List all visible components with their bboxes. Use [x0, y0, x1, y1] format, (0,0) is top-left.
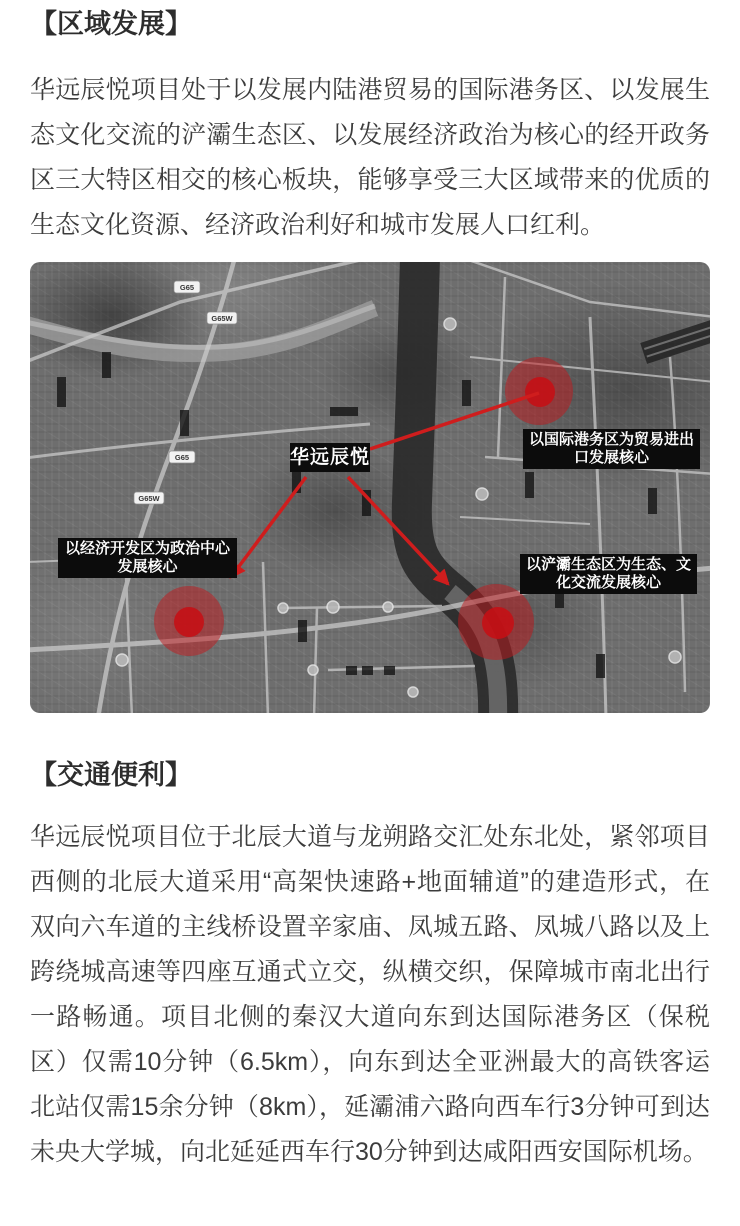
highlight-circle-international-port	[505, 357, 573, 425]
project-name-label: 华远辰悦	[290, 443, 370, 472]
connector-line-to-economic-zone	[231, 477, 306, 577]
svg-text:G65: G65	[179, 283, 195, 292]
road-network	[30, 262, 710, 713]
svg-text:G65: G65	[174, 453, 190, 462]
label-line: 以国际港务区为贸易进出	[528, 431, 694, 448]
light-river-topleft	[30, 306, 375, 354]
label-line: 口发展核心	[573, 449, 649, 466]
label-line: 化交流发展核心	[555, 574, 661, 591]
road-shield-g65-mid	[169, 451, 195, 463]
region-paragraph: 华远辰悦项目处于以发展内陆港贸易的国际港务区、以发展生态文化交流的浐灞生态区、以发展经济政治为核心的经开政务区三大特区相交的核心板块，能够享受三大区域带来的优质的生态文化资源、经济政治利好和城市发展人口红利。	[30, 76, 710, 239]
label-international-port	[523, 429, 700, 469]
railyard-topright	[640, 318, 710, 364]
section-heading-region: 【区域发展】	[30, 9, 192, 39]
road-shield-g65w-mid	[134, 492, 164, 504]
transport-paragraph: 华远辰悦项目位于北辰大道与龙朔路交汇处东北处，紧邻项目西侧的北辰大道采用“高架快速路+地面辅道”的建造形式，在双向六车道的主线桥设置辛家庙、凤城五路、凤城八路以及上跨绕城高速等四座互通式立交，纵横交织，保障城市南北出行一路畅通。项目北侧的秦汉大道向东到达国际港务区（保税区）仅需10分钟（6.5km），向东到达全亚洲最大的高铁客运北站仅需15余分钟（8km），延灞浦六路向西车行3分钟可到达未央大学城，向北延延西车行30分钟到达咸阳西安国际机场。	[30, 823, 710, 1166]
highlight-circle-chanba-eco	[458, 584, 534, 660]
highlight-circle-economic-zone	[154, 586, 224, 656]
satellite-map-graphics	[30, 262, 710, 713]
label-line: 发展核心	[117, 558, 178, 575]
svg-text:G65W: G65W	[211, 314, 233, 323]
section-heading-transport: 【交通便利】	[30, 760, 192, 790]
connector-lines	[231, 393, 539, 584]
label-line: 以浐灞生态区为生态、文	[525, 556, 691, 573]
label-line: 以经济开发区为政治中心	[64, 540, 230, 557]
svg-text:G65W: G65W	[138, 494, 160, 503]
road-shield-g65-top	[174, 281, 200, 293]
label-chanba-eco	[520, 554, 697, 594]
road-shield-g65w-top	[207, 312, 237, 324]
region-satellite-map	[30, 262, 710, 713]
label-economic-zone	[58, 538, 237, 578]
